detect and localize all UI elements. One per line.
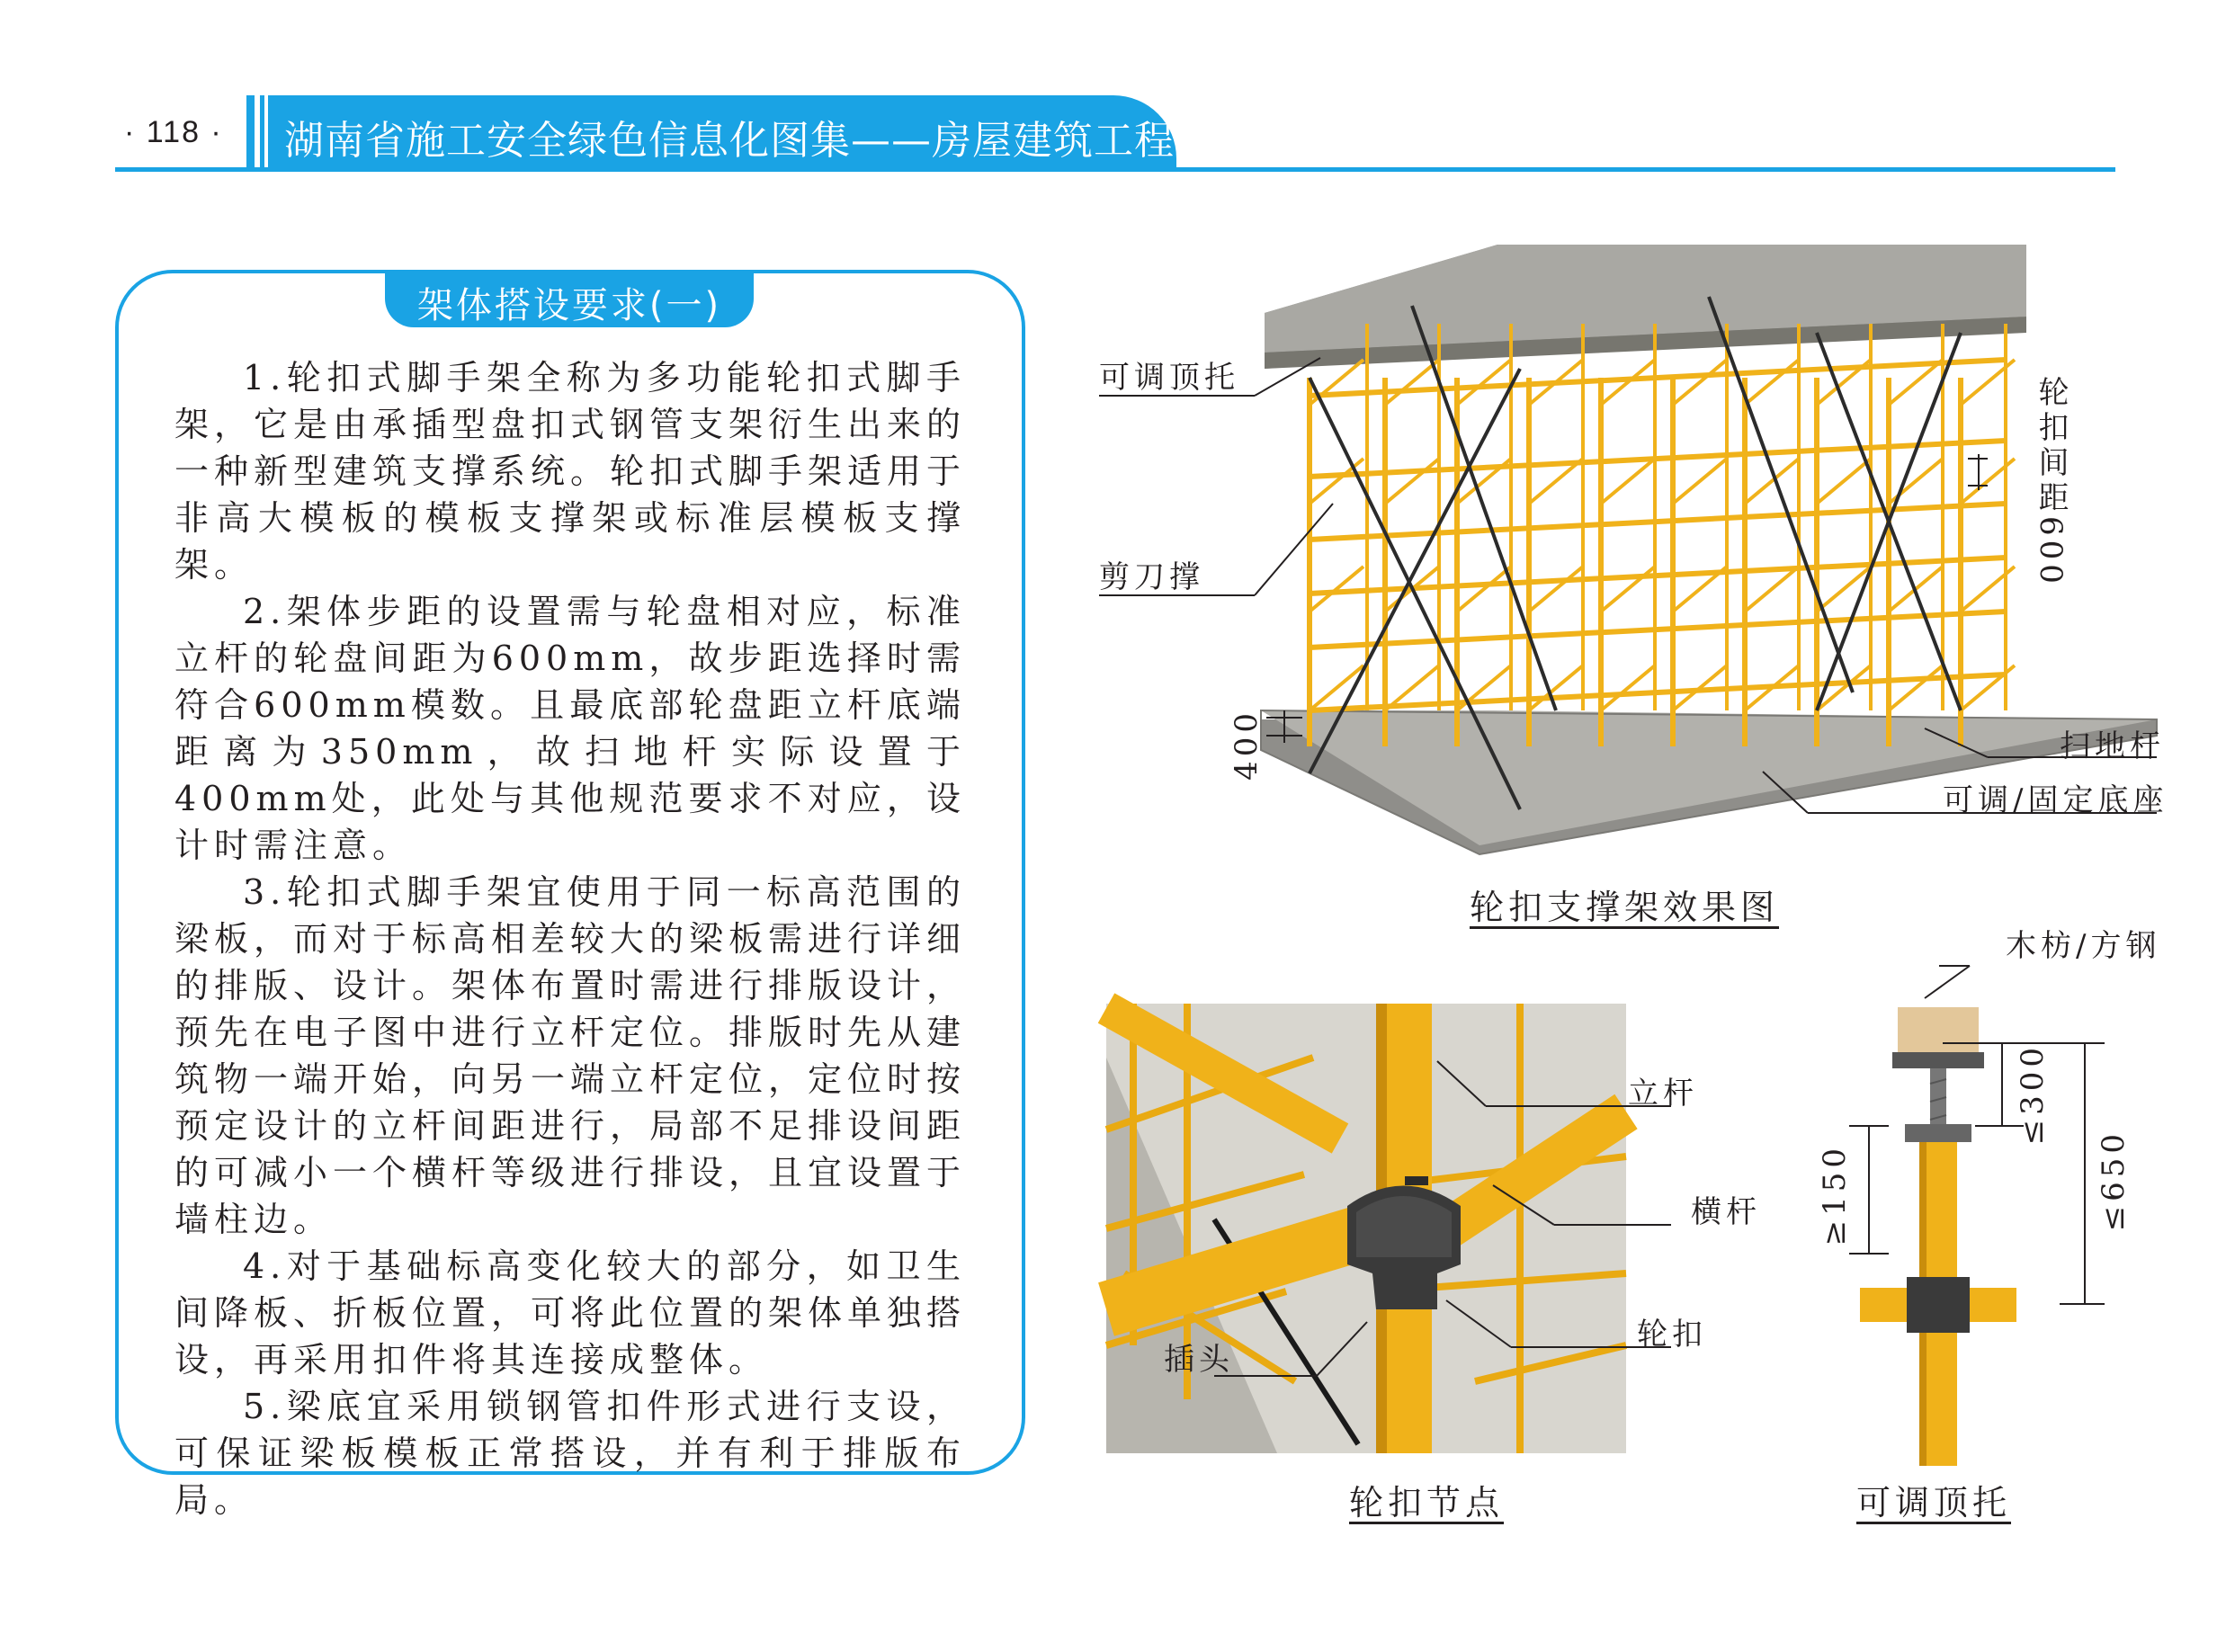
caption-main-figure: 轮扣支撑架效果图 (1470, 888, 1780, 927)
label-le300: ≤300 (2015, 1043, 2051, 1146)
label-base: 可调/固定底座 (1943, 782, 2168, 818)
section-title: 架体搭设要求(一) (416, 285, 722, 326)
label-ring-lock: 轮扣 (1637, 1317, 1707, 1353)
caption-node: 轮扣节点 (1349, 1483, 1505, 1523)
paragraph-4: 4.对于基础标高变化较大的部分，如卫生间降板、折板位置，可将此位置的架体单独搭设，再采用扣件将其连接成整体。 (174, 1246, 967, 1380)
label-400: 400 (1229, 709, 1265, 781)
label-plug: 插头 (1164, 1342, 1234, 1378)
page-title: 湖南省施工安全绿色信息化图集——房屋建筑工程 (284, 118, 1175, 164)
label-ledger: 横杆 (1691, 1194, 1761, 1230)
page-number: · 118 · (124, 115, 223, 149)
label-sweep-rod: 扫地杆 (2060, 728, 2165, 764)
paragraph-1: 1.轮扣式脚手架全称为多功能轮扣式脚手架，它是由承插型盘扣式钢管支架衍生出来的一种新型建筑支撑系统。轮扣式脚手架适用于非高大模板的模板支撑架或标准层模板支撑架。 (174, 358, 967, 585)
paragraph-3: 3.轮扣式脚手架宜使用于同一标高范围的梁板，而对于标高相差较大的梁板需进行详细的排版、设计。架体布置时需进行排版设计，预先在电子图中进行立杆定位。排版时先从建筑物一端开始，向另一端立杆定位，定位时按预定设计的立杆间距进行，局部不足排设间距的可减小一个横杆等级进行排设，且宜设置于墙柱边。 (174, 872, 967, 1239)
label-ring-spacing: 轮扣间距600 (2033, 376, 2069, 588)
label-le650: ≤650 (2096, 1130, 2132, 1232)
caption-top-support: 可调顶托 (1856, 1483, 2012, 1523)
label-top-support: 可调顶托 (1099, 360, 1239, 396)
label-timber: 木枋/方钢 (2006, 928, 2161, 964)
label-scissor-brace: 剪刀撑 (1099, 559, 1204, 595)
paragraph-2: 2.架体步距的设置需与轮盘相对应，标准立杆的轮盘间距为600mm，故步距选择时需符合600mm模数。且最底部轮盘距立杆底端距离为350mm，故扫地杆实际设置于400mm处，此处与其他规范要求不对应，设计时需注意。 (174, 592, 966, 865)
paragraph-5: 5.梁底宜采用锁钢管扣件形式进行支设，可保证梁板模板正常搭设，并有利于排版布局。 (174, 1387, 966, 1520)
label-ge150: ≥150 (1817, 1144, 1853, 1246)
label-upright: 立杆 (1628, 1076, 1698, 1112)
